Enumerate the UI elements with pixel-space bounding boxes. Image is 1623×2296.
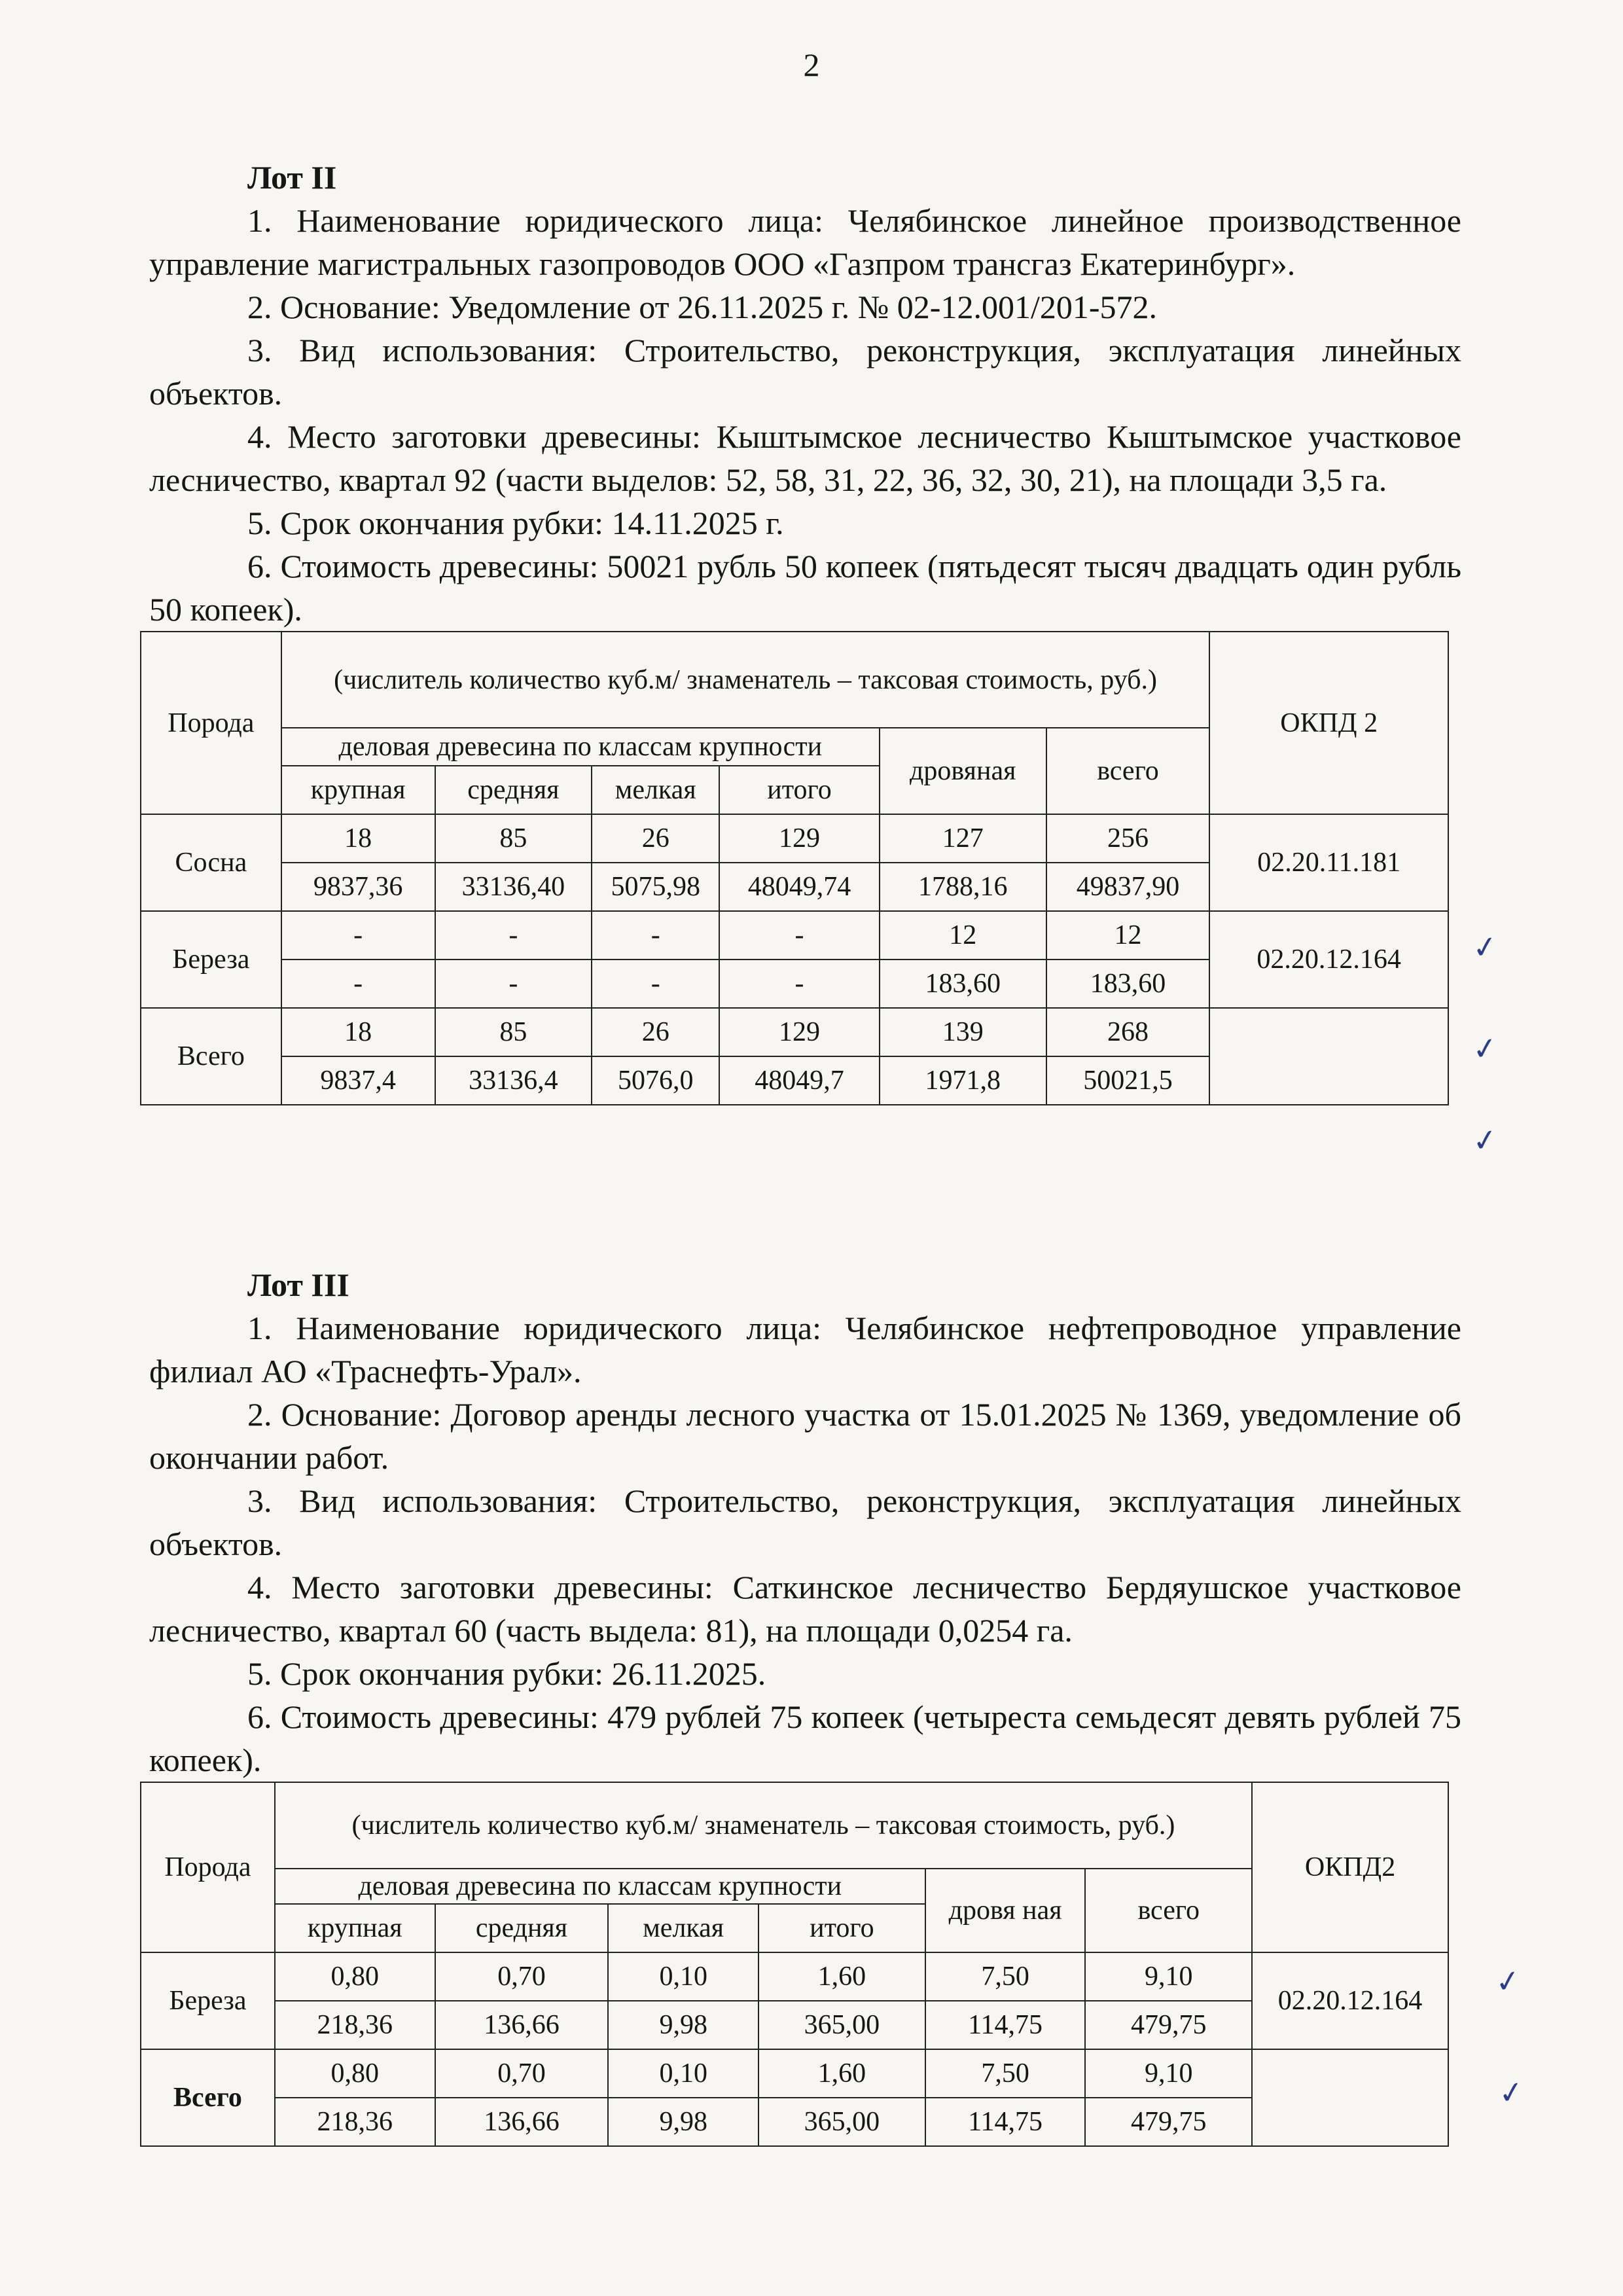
header-medium: средняя (435, 1904, 609, 1952)
check-mark-icon: ✓ (1493, 1962, 1524, 2001)
value-cell: 9,98 (608, 2001, 758, 2049)
value-cell: 479,75 (1085, 2001, 1252, 2049)
okpd-cell: 02.20.11.181 (1209, 814, 1448, 911)
qty-cell: 139 (880, 1008, 1046, 1056)
okpd-cell: 02.20.12.164 (1209, 911, 1448, 1008)
value-cell: - (435, 960, 592, 1008)
header-subtotal: итого (758, 1904, 925, 1952)
header-fuel-wood: дровяная (880, 728, 1046, 814)
lot-2-table (140, 631, 1449, 1105)
value-cell: 1788,16 (880, 863, 1046, 911)
lot-2-item-2: 2. Основание: Уведомление от 26.11.2025 г. № 02-12.001/201-572. (247, 289, 1157, 325)
qty-cell: 12 (880, 911, 1046, 960)
lot-3-item-1: 1. Наименование юридического лица: Челябинское нефтепроводное управление филиал АО «Траснефть-Урал». (149, 1310, 1461, 1390)
header-small: мелкая (608, 1904, 758, 1952)
value-cell: 365,00 (758, 2001, 925, 2049)
value-cell: 49837,90 (1046, 863, 1210, 911)
value-cell: 33136,40 (435, 863, 592, 911)
value-cell: 136,66 (435, 2001, 609, 2049)
header-measure: (числитель количество куб.м/ знаменатель – таксовая стоимость, руб.) (281, 632, 1210, 728)
lot-2-item-5: 5. Срок окончания рубки: 14.11.2025 г. (247, 505, 784, 541)
qty-cell: 0,70 (435, 2049, 609, 2098)
header-medium: средняя (435, 766, 592, 814)
value-cell: 5075,98 (592, 863, 719, 911)
qty-cell: 129 (719, 814, 880, 863)
qty-cell: 85 (435, 814, 592, 863)
breed-cell: Сосна (141, 814, 281, 911)
header-total: всего (1085, 1869, 1252, 1952)
lot-3-item-2: 2. Основание: Договор аренды лесного участка от 15.01.2025 № 1369, уведомление об окончании работ. (149, 1396, 1461, 1476)
qty-cell: 18 (281, 814, 435, 863)
okpd-cell (1209, 1008, 1448, 1105)
qty-cell: - (435, 911, 592, 960)
lot-2-item-3: 3. Вид использования: Строительство, реконструкция, эксплуатация линейных объектов. (149, 332, 1461, 412)
qty-cell: 12 (1046, 911, 1210, 960)
check-mark-icon: ✓ (1470, 1029, 1501, 1068)
value-cell: 218,36 (275, 2098, 435, 2146)
header-breed: Порода (141, 632, 281, 814)
value-cell: 48049,74 (719, 863, 880, 911)
lot-3-item-4: 4. Место заготовки древесины: Саткинское лесничество Бердяушское участковое лесничество, квартал 60 (часть выдела: 81), на площади 0,0254 га. (149, 1569, 1461, 1649)
lot-3-item-5: 5. Срок окончания рубки: 26.11.2025. (247, 1655, 766, 1692)
value-cell: 114,75 (925, 2001, 1086, 2049)
qty-cell: 0,10 (608, 1952, 758, 2001)
value-cell: 9837,4 (281, 1056, 435, 1105)
header-large: крупная (275, 1904, 435, 1952)
lot-2-section (149, 156, 1461, 1105)
value-cell: 9,98 (608, 2098, 758, 2146)
value-cell: 136,66 (435, 2098, 609, 2146)
lot-2-item-6: 6. Стоимость древесины: 50021 рубль 50 копеек (пятьдесят тысяч двадцать один рубль 50 копеек). (149, 548, 1461, 628)
value-cell: - (592, 960, 719, 1008)
value-cell: 218,36 (275, 2001, 435, 2049)
qty-cell: 0,80 (275, 2049, 435, 2098)
header-okpd: ОКПД2 (1252, 1782, 1448, 1952)
qty-cell: - (719, 911, 880, 960)
value-cell: - (719, 960, 880, 1008)
header-fuel-wood: дровя ная (925, 1869, 1086, 1952)
value-cell: 48049,7 (719, 1056, 880, 1105)
okpd-cell: 02.20.12.164 (1252, 1952, 1448, 2049)
value-cell: 183,60 (1046, 960, 1210, 1008)
lot-2-item-4: 4. Место заготовки древесины: Кыштымское лесничество Кыштымское участковое лесничество, квартал 92 (части выделов: 52, 58, 31, 22, 36, 32, 30, 21), на площади 3,5 га. (149, 418, 1461, 498)
lot-3-item-6: 6. Стоимость древесины: 479 рублей 75 копеек (четыреста семьдесят девять рублей 75 копеек). (149, 1698, 1461, 1778)
breed-cell: Береза (141, 911, 281, 1008)
table-row (141, 814, 1448, 863)
value-cell: 479,75 (1085, 2098, 1252, 2146)
qty-cell: 26 (592, 1008, 719, 1056)
lot-2-title: Лот II (247, 159, 337, 196)
qty-cell: 7,50 (925, 2049, 1086, 2098)
check-mark-icon: ✓ (1470, 1121, 1501, 1160)
header-business-wood: деловая древесина по классам крупности (275, 1869, 925, 1904)
qty-cell: 1,60 (758, 1952, 925, 2001)
table-row (141, 911, 1448, 960)
header-business-wood: деловая древесина по классам крупности (281, 728, 880, 766)
table-row (141, 1008, 1448, 1056)
header-measure: (числитель количество куб.м/ знаменатель – таксовая стоимость, руб.) (275, 1782, 1252, 1869)
header-breed: Порода (141, 1782, 275, 1952)
breed-cell: Береза (141, 1952, 275, 2049)
value-cell: 50021,5 (1046, 1056, 1210, 1105)
qty-cell: - (592, 911, 719, 960)
value-cell: - (281, 960, 435, 1008)
value-cell: 9837,36 (281, 863, 435, 911)
header-okpd: ОКПД 2 (1209, 632, 1448, 814)
lot-3-table (140, 1782, 1449, 2147)
qty-cell: 18 (281, 1008, 435, 1056)
value-cell: 114,75 (925, 2098, 1086, 2146)
value-cell: 365,00 (758, 2098, 925, 2146)
qty-cell: 129 (719, 1008, 880, 1056)
qty-cell: 268 (1046, 1008, 1210, 1056)
table-row (141, 2049, 1448, 2098)
qty-cell: 127 (880, 814, 1046, 863)
breed-cell: Всего (141, 2049, 275, 2146)
header-large: крупная (281, 766, 435, 814)
value-cell: 5076,0 (592, 1056, 719, 1105)
check-mark-icon: ✓ (1496, 2073, 1527, 2112)
value-cell: 183,60 (880, 960, 1046, 1008)
lot-3-title: Лот III (247, 1266, 349, 1303)
header-small: мелкая (592, 766, 719, 814)
header-total: всего (1046, 728, 1210, 814)
qty-cell: 0,10 (608, 2049, 758, 2098)
qty-cell: 9,10 (1085, 1952, 1252, 2001)
header-subtotal: итого (719, 766, 880, 814)
qty-cell: 0,70 (435, 1952, 609, 2001)
table-row (141, 1952, 1448, 2001)
qty-cell: 1,60 (758, 2049, 925, 2098)
lot-2-item-1: 1. Наименование юридического лица: Челябинское линейное производственное управление магистральных газопроводов ООО «Газпром трансгаз Екатеринбург». (149, 202, 1461, 282)
lot-3-item-3: 3. Вид использования: Строительство, реконструкция, эксплуатация линейных объектов. (149, 1482, 1461, 1562)
value-cell: 1971,8 (880, 1056, 1046, 1105)
qty-cell: 26 (592, 814, 719, 863)
qty-cell: 9,10 (1085, 2049, 1252, 2098)
value-cell: 33136,4 (435, 1056, 592, 1105)
qty-cell: 0,80 (275, 1952, 435, 2001)
page-number: 2 (803, 46, 820, 83)
check-mark-icon: ✓ (1470, 927, 1501, 967)
breed-cell: Всего (141, 1008, 281, 1105)
qty-cell: - (281, 911, 435, 960)
okpd-cell (1252, 2049, 1448, 2146)
qty-cell: 85 (435, 1008, 592, 1056)
lot-3-section (149, 1263, 1461, 2147)
qty-cell: 7,50 (925, 1952, 1086, 2001)
qty-cell: 256 (1046, 814, 1210, 863)
